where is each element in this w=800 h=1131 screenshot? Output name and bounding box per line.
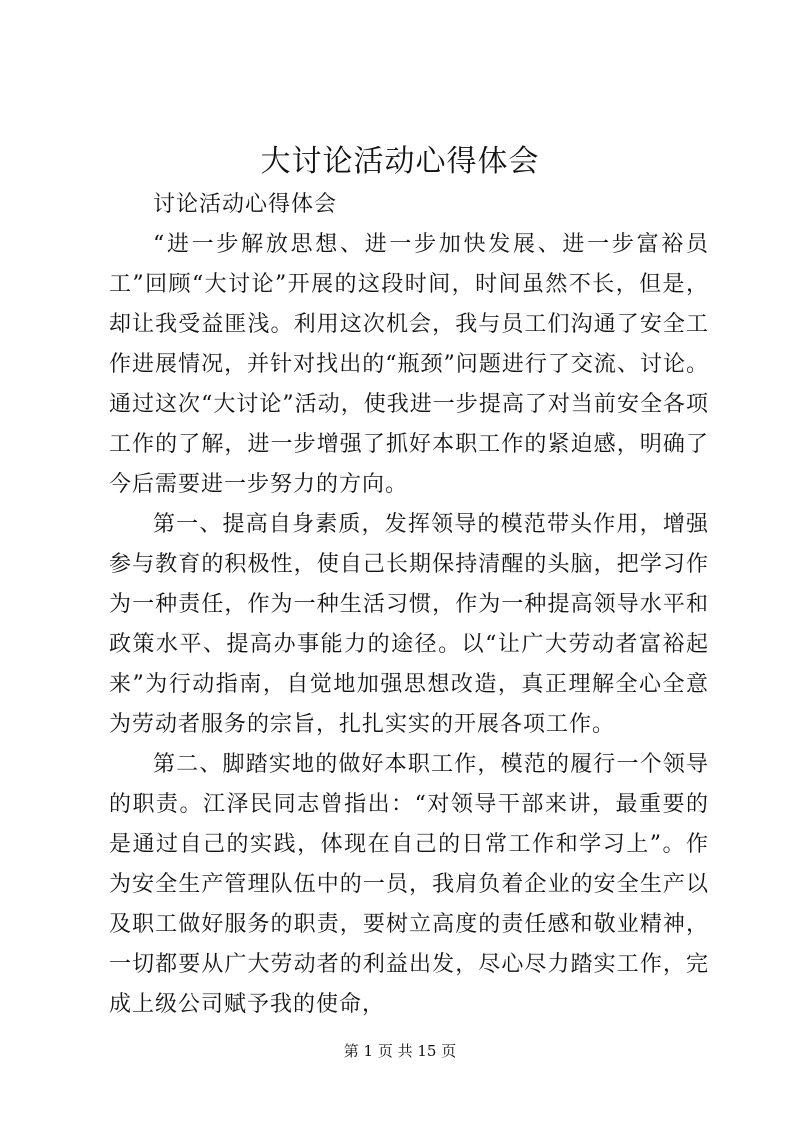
- document-title: 大讨论活动心得体会: [260, 144, 540, 179]
- page-footer: 第 1 页 共 15 页: [343, 1042, 457, 1060]
- first-point-paragraph: 第一、提高自身素质，发挥领导的模范带头作用，增强参与教育的积极性，使自己长期保持清醒的头脑，把学习作为一种责任，作为一种生活习惯，作为一种提高领导水平和政策水平、提高办事能力的途径。以“让广大劳动者富裕起来”为行动指南，自觉地加强思想改造，真正理解全心全意为劳动者服务的宗旨，扎扎实实的开展各项工作。: [109, 512, 709, 737]
- second-point-paragraph: 第二、脚踏实地的做好本职工作，模范的履行一个领导的职责。江泽民同志曾指出：“对领导干部来讲，最重要的是通过自己的实践，体现在自己的日常工作和学习上”。作为安全生产管理队伍中的一员，我肩负着企业的安全生产以及职工做好服务的职责，要树立高度的责任感和敬业精神，一切都要从广大劳动者的利益出发，尽心尽力踏实工作，完成上级公司赋予我的使命，: [109, 752, 709, 1017]
- subtitle-paragraph: 讨论活动心得体会: [153, 192, 338, 217]
- intro-paragraph: “进一步解放思想、进一步加快发展、进一步富裕员工”回顾“大讨论”开展的这段时间，时间虽然不长，但是，却让我受益匪浅。利用这次机会，我与员工们沟通了安全工作进展情况，并针对找出的“瓶颈”问题进行了交流、讨论。通过这次“大讨论”活动，使我进一步提高了对当前安全各项工作的了解，进一步增强了抓好本职工作的紧迫感，明确了今后需要进一步努力的方向。: [109, 232, 709, 497]
- document-body: [109, 185, 709, 1025]
